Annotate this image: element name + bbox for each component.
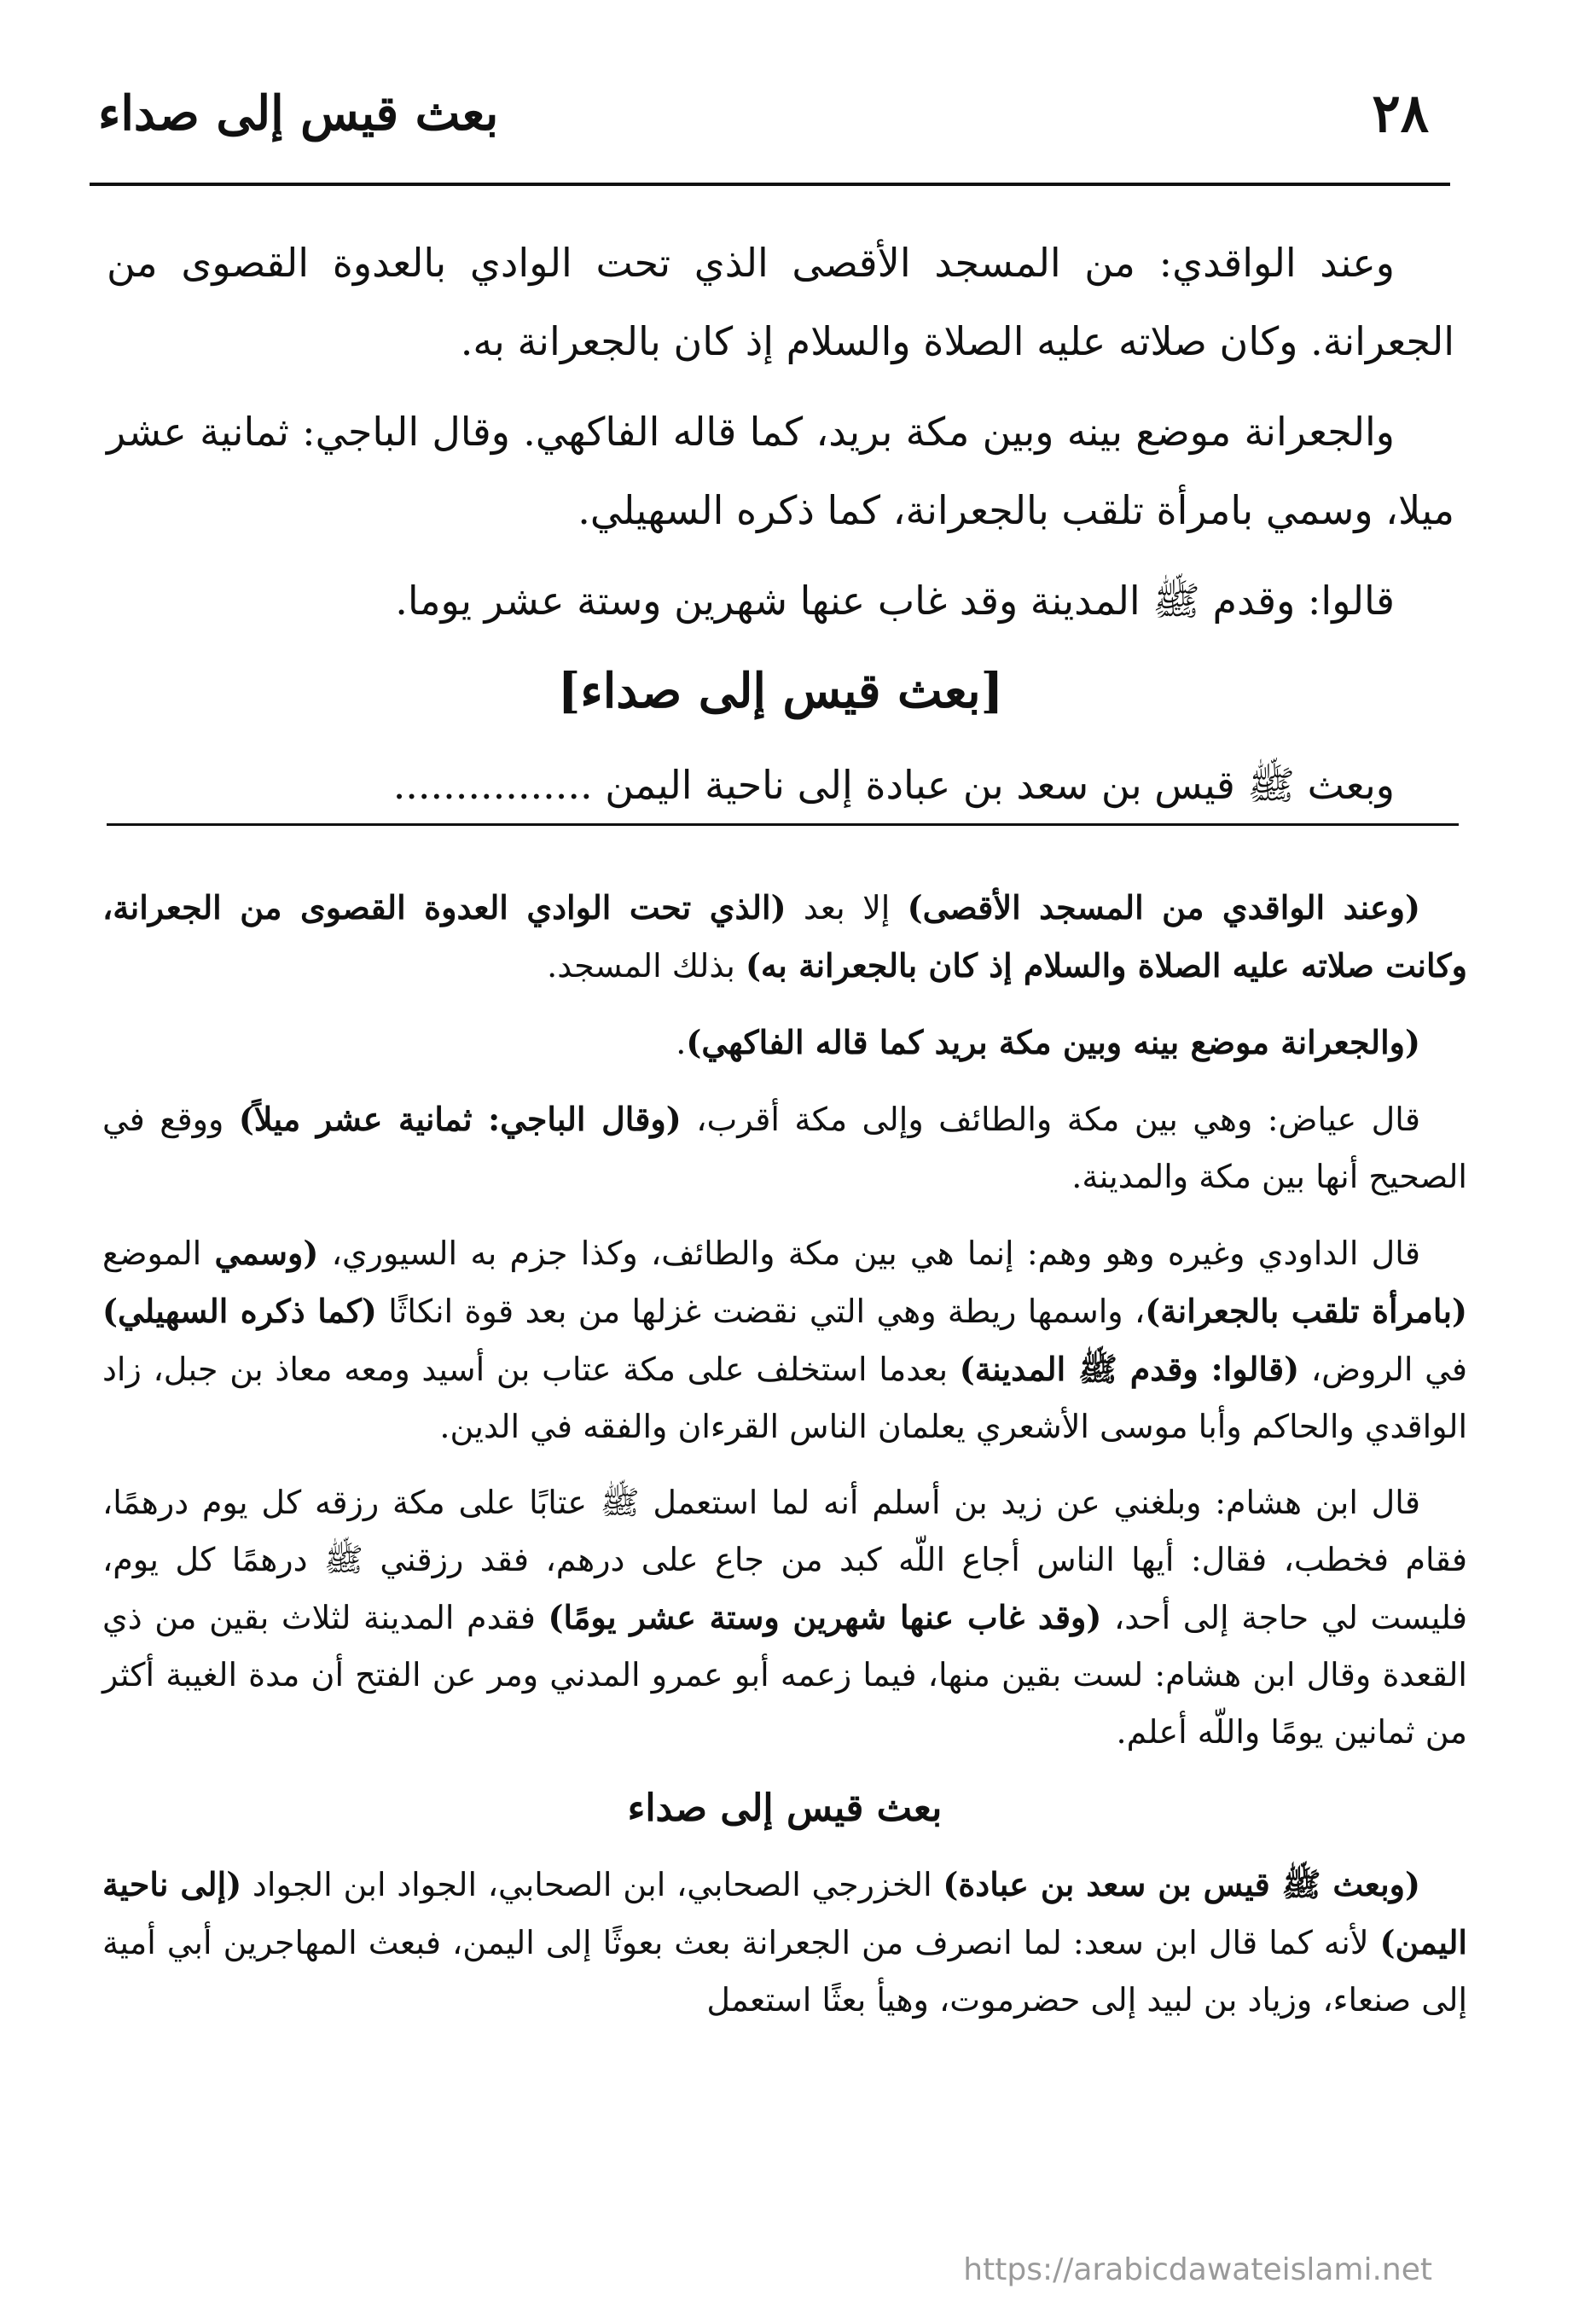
commentary-heading: بعث قيس إلى صداء <box>627 1787 943 1830</box>
quoted-text: (بامرأة تلقب بالجعرانة) <box>1145 1292 1468 1330</box>
quoted-text: (وسمي <box>214 1234 319 1272</box>
section-heading: [بعث قيس إلى صداء] <box>557 663 1004 719</box>
commentary-text <box>102 879 1467 2048</box>
quoted-text: (وقد غاب عنها شهرين وستة عشر يومًا) <box>548 1598 1102 1636</box>
quoted-text: (قالوا: وقدم ﷺ المدينة) <box>959 1350 1300 1388</box>
quoted-text: (إلى ناحية اليمن) <box>102 1865 1467 1961</box>
commentary-text-run: قال عياض: وهي بين مكة والطائف وإلى مكة أقرب، <box>681 1101 1420 1138</box>
commentary-paragraph <box>102 879 1467 995</box>
commentary-text-run: ووقع في الصحيح أنها بين مكة والمدينة. <box>102 1101 1467 1195</box>
commentary-text-run: في الروض، <box>1299 1351 1468 1388</box>
commentary-paragraph <box>102 1090 1467 1206</box>
commentary-paragraph <box>102 1856 1467 2029</box>
quoted-text: (كما ذكره السهيلي) <box>102 1292 377 1330</box>
running-title: بعث قيس إلى صداء <box>98 85 499 142</box>
commentary-text-run: إلا بعد <box>786 889 908 927</box>
commentary-text-run: الموضع <box>102 1235 215 1272</box>
footnote-rule <box>107 823 1459 826</box>
commentary-text-run: قال الداودي وغيره وهو وهم: إنما هي بين مكة والطائف، وكذا جزم به السيوري، <box>318 1235 1420 1272</box>
commentary-text-run: قال ابن هشام: وبلغني عن زيد بن أسلم أنه لما استعمل ﷺ عتابًا على مكة رزقه كل يوم درهمًا، فقام فخطب، فقال: أيها الناس أجاع اللّه كبد من جاع على درهم، فقد رزقني ﷺ درهمًا كل يوم، فليست لي حاجة إلى أحد، <box>102 1484 1467 1636</box>
main-text <box>107 224 1454 836</box>
commentary-text-run: بعدما استخلف على مكة عتاب بن أسيد ومعه معاذ بن جبل، زاد الواقدي والحاكم وأبا موسى الأشعري يعلمان الناس القرءان والفقه في الدين. <box>102 1351 1467 1445</box>
quoted-text: (وبعث ﷺ قيس بن سعد بن عبادة) <box>943 1865 1420 1903</box>
main-paragraph-text: وبعث ﷺ قيس بن سعد بن عبادة إلى ناحية اليمن <box>605 762 1395 808</box>
commentary-text-run: لأنه كما قال ابن سعد: لما انصرف من الجعرانة بعث بعوثًا إلى اليمن، فبعث المهاجرين أبي أمية إلى صنعاء، وزياد بن لبيد إلى حضرموت، وهيأ بعثًا استعمل <box>102 1924 1467 2019</box>
quoted-text: (وقال الباجي: ثمانية عشر ميلاً) <box>238 1100 682 1138</box>
quoted-text: (وعند الواقدي من المسجد الأقصى) <box>907 888 1420 927</box>
commentary-text-run: فقدم المدينة لثلاث بقين من ذي القعدة وقال ابن هشام: لست بقين منها، فيما زعمه أبو عمرو المدني ومر عن الفتح أن مدة الغيبة أكثر من ثمانين يومًا واللّه أعلم. <box>102 1599 1467 1751</box>
header-rule <box>90 183 1450 186</box>
main-paragraph: وعند الواقدي: من المسجد الأقصى الذي تحت الوادي بالعدوة القصوى من الجعرانة. وكان صلاته عليه الصلاة والسلام إذ كان بالجعرانة به. <box>107 240 1454 364</box>
main-paragraph <box>107 746 1454 824</box>
quoted-text: (والجعرانة موضع بينه وبين مكة بريد كما قاله الفاكهي) <box>686 1023 1420 1061</box>
page-number: ٢٨ <box>1372 82 1429 144</box>
commentary-text-run: الخزرجي الصحابي، ابن الصحابي، الجواد ابن الجواد <box>241 1866 943 1903</box>
continuation-dots: ................ <box>392 762 593 808</box>
quoted-text: (الذي تحت الوادي العدوة القصوى من الجعرانة، وكانت صلاته عليه الصلاة والسلام إذ كان بالجعرانة به) <box>102 888 1467 985</box>
commentary-paragraph <box>102 1224 1467 1455</box>
commentary-text-run: . <box>676 1024 687 1061</box>
commentary-text-run: بذلك المسجد. <box>547 947 746 985</box>
page-header <box>90 75 1446 169</box>
commentary-paragraph <box>102 1014 1467 1072</box>
commentary-text-run: ، واسمها ريطة وهي التي نقضت غزلها من بعد قوة انكاثًا <box>376 1293 1146 1330</box>
main-paragraph: قالوا: وقدم ﷺ المدينة وقد غاب عنها شهرين وستة عشر يوما. <box>395 578 1395 624</box>
watermark-url: https://arabicdawateislami.net <box>963 2252 1432 2287</box>
main-paragraph: والجعرانة موضع بينه وبين مكة بريد، كما قاله الفاكهي. وقال الباجي: ثمانية عشر ميلا، وسمي بامرأة تلقب بالجعرانة، كما ذكره السهيلي. <box>107 409 1454 533</box>
commentary-paragraph <box>102 1474 1467 1761</box>
